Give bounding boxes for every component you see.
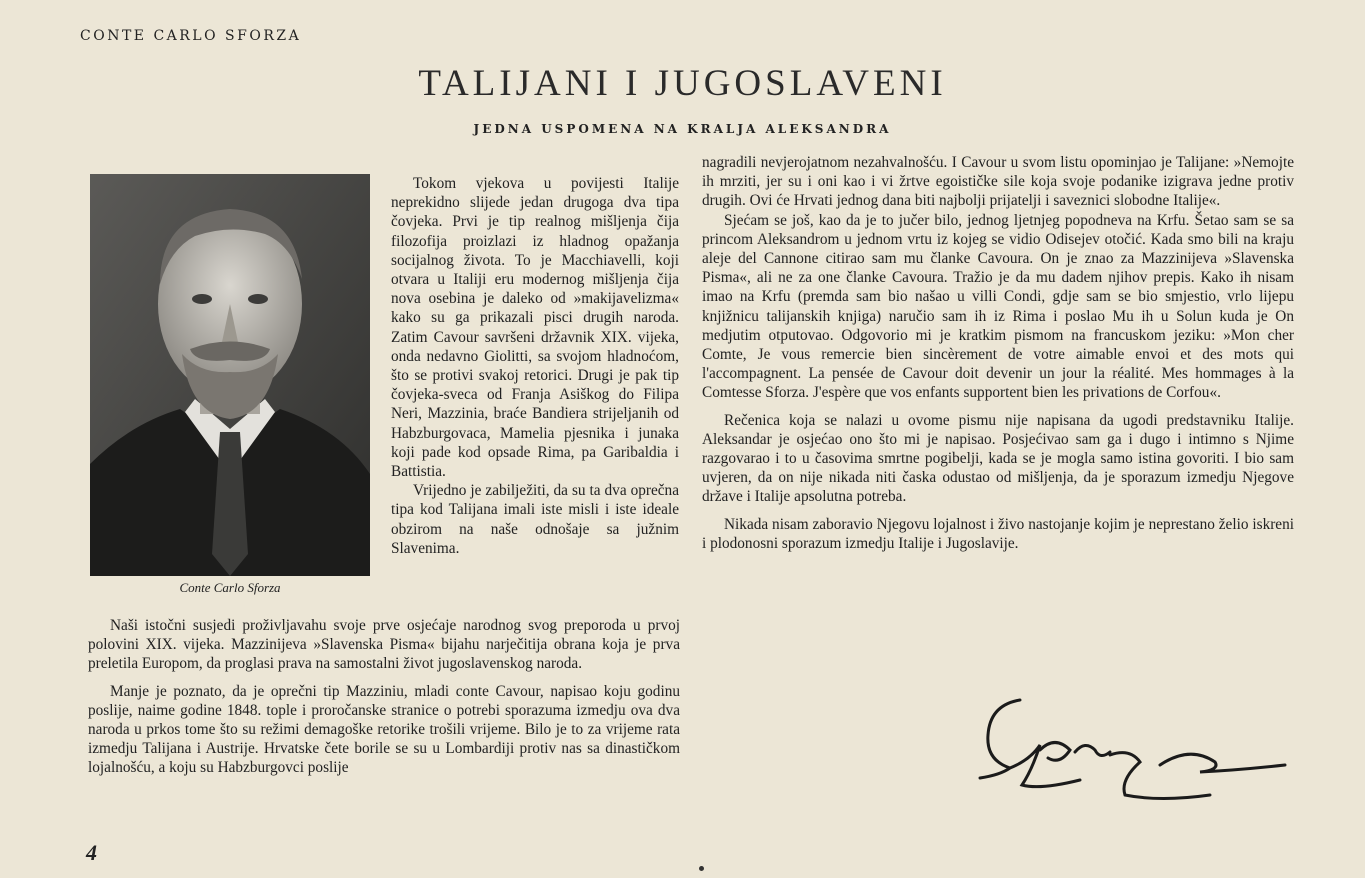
- paragraph: Sjećam se još, kao da je to jučer bilo, jednog ljetnjeg popodneva na Krfu. Šetao sam se sa princom Aleksandrom u jednom vrtu iz kojeg se vidio Odisejev otočić. Kada smo bili na kraju aleje del Cannone citirao sam mu članke Cavoura. On je znao za Mazzinijeva »Slavenska Pisma«, ali ne za one članke Cavoura. Tražio je da mu dadem njihov prepis. Kako ih nisam imao na Krfu (premda sam bio našao u villi Condi, gdje sam se bio smjestio, vrlo lijepu knjižnicu talijanskih knjiga) naručio sam ih iz Rima i poslao Mu ih u Solun kuda je On medjutim otputovao. Odgovorio mi je kratkim pismom na francuskom jeziku: »Mon cher Comte, Je vous remercie bien sincèrement de votre aimable envoi et des mots qui l'accompagnent. La pensée de Cavour doit devenir un jour la réalité. Mes hommages à la Comtesse Sforza. J'espère que vos enfants supportent bien les privations de Corfou«.: [702, 211, 1294, 402]
- portrait-illustration: [90, 174, 370, 576]
- running-header-author: CONTE CARLO SFORZA: [80, 28, 302, 44]
- paragraph: nagradili nevjerojatnom nezahvalnošću. I Cavour u svom listu opominjao je Talijane: »Nemojte ih mrziti, jer su i oni kao i vi žrtve egoističke sile koja svoje podanike izigrava jedne protiv drugih. Ovi će Hrvati jednog dana biti najbolji prijatelji i saveznici slobodne Italije«.: [702, 154, 1294, 210]
- paragraph: Nikada nisam zaboravio Njegovu lojalnost i živo nastojanje kojim je neprestano želio iskreni i plodonosni sporazum izmedju Italije i Jugoslavije.: [702, 515, 1294, 552]
- article-column-1-top: [391, 174, 679, 558]
- signature: [960, 690, 1290, 810]
- portrait-photo: [90, 174, 370, 576]
- print-dot: [699, 866, 704, 871]
- handwritten-signature-icon: [960, 690, 1290, 810]
- page-number: 4: [86, 840, 97, 865]
- paragraph: Tokom vjekova u povijesti Italije neprekidno slijede jedan drugoga dva tipa čovjeka. Prvi je tip realnog mišljenja čija filozofija proizlazi iz hladnog opažanja socijalnog života. To je Macchiavelli, koji otvara u Italiji eru modernog mišljenja čija nova osebina je daleko od »makijavelizma« kako su ga prikazali pisci drugih naroda. Zatim Cavour savršeni državnik XIX. vijeka, onda nedavno Giolitti, sa svojom hladnoćom, što se protivi svakoj retorici. Drugi je pak tip čovjeka-sveca od Franja Asiškog do Filipa Neri, Mazzinia, braće Bandiera strijeljanih od Habzburgovaca, Mamelia pjesnika i junaka koji pade kod opsade Rima, pa Garibaldia i Battistia.: [391, 175, 679, 481]
- article-title: TALIJANI I JUGOSLAVENI: [418, 63, 947, 104]
- photo-caption: Conte Carlo Sforza: [179, 580, 281, 595]
- paragraph: Manje je poznato, da je oprečni tip Mazziniu, mladi conte Cavour, napisao koju godinu poslije, naime godine 1848. tople i proročanske stranice o potrebi sporazuma izmedju ova dva naroda u prkos tome što su režimi demagoške retorike trošili vrijeme. Bilo je to za vrijeme rata izmedju Talijana i Austrije. Hrvatske čete borile se su u Lombardiji protiv nas sa dinastičkom lojalnošću, a koju su Habzburgovci poslije: [88, 682, 680, 777]
- article-column-2: [702, 153, 1294, 553]
- paragraph: Vrijedno je zabilježiti, da su ta dva oprečna tipa kod Talijana imali iste misli i iste ideale obzirom na naše odnošaje sa južnim Slavenima.: [391, 482, 679, 557]
- article-subtitle: JEDNA USPOMENA NA KRALJA ALEKSANDRA: [473, 122, 892, 136]
- article-column-1-bottom: [88, 616, 680, 778]
- paragraph: Rečenica koja se nalazi u ovome pismu nije napisana da ugodi predstavniku Italije. Aleksandar je osjećao ono što mi je napisao. Posjećivao sam ga i dugo i intimno s Njime razgovarao i to u časovima smrtne pogibelji, kada se je mogla samo istina govoriti. I bio sam uvjeren, da on nije nikada niti časka odustao od mišljenja, da je sporazum izmedju Njegove države i Italije apsolutna potreba.: [702, 411, 1294, 506]
- paragraph: Naši istočni susjedi proživljavahu svoje prve osjećaje narodnog svog preporoda u prvoj polovini XIX. vijeka. Mazzinijeva »Slavenska Pisma« bijahu narječitija obrana koja je prva preletila Europom, da proglasi prava na samostalni život jugoslavenskog naroda.: [88, 617, 680, 673]
